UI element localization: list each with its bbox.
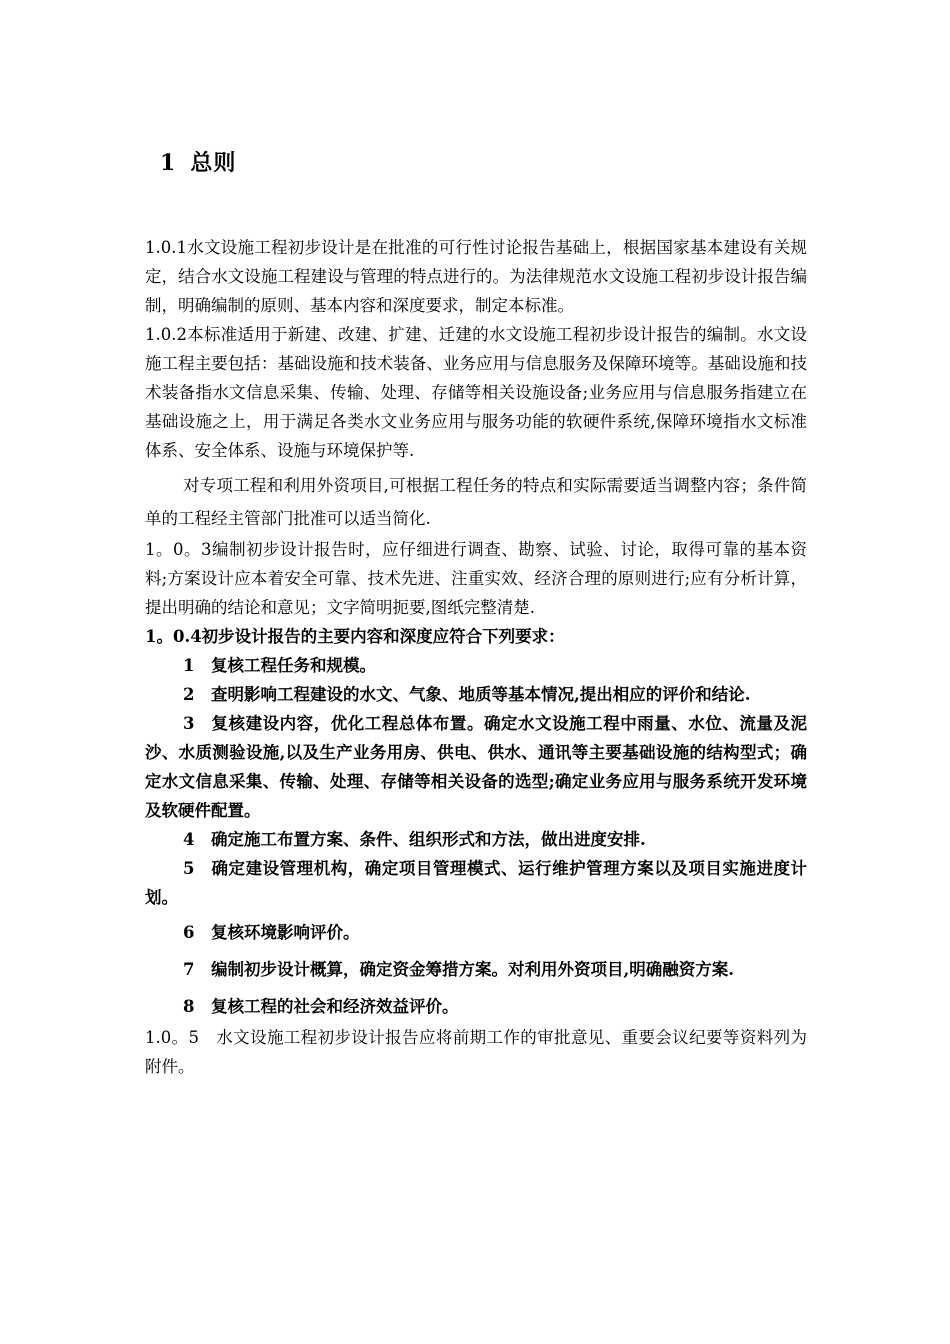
- section-title: 总则: [190, 150, 237, 176]
- requirement-item: [145, 825, 807, 854]
- requirement-text: 复核建设内容，优化工程总体布置。确定水文设施工程中雨量、水位、流量及泥沙、水质测验设施,以及生产业务用房、供电、供水、通讯等主要基础设施的结构型式；确定水文信息采集、传输、处理、存储等相关设备的选型;确定业务应用与服务系统开发环境及软硬件配置。: [145, 714, 807, 820]
- section-number: 1: [160, 150, 177, 176]
- requirement-item: [145, 990, 807, 1023]
- requirement-item: [145, 953, 807, 986]
- requirement-item: [145, 680, 807, 709]
- requirement-number: 2: [183, 685, 195, 704]
- requirement-text: 复核工程的社会和经济效益评价。: [211, 997, 459, 1016]
- clause-1-0-3: 1。0。3编制初步设计报告时，应仔细进行调查、勘察、试验、讨论，取得可靠的基本资料;方案设计应本着安全可靠、技术先进、注重实效、经济合理的原则进行;应有分析计算，提出明确的结论和意见；文字简明扼要,图纸完整清楚.: [145, 540, 807, 617]
- requirement-text: 复核环境影响评价。: [211, 923, 360, 942]
- requirement-text: 确定建设管理机构，确定项目管理模式、运行维护管理方案以及项目实施进度计划。: [145, 859, 807, 907]
- requirement-text: 复核工程任务和规模。: [211, 656, 376, 675]
- document-body: [145, 233, 807, 1081]
- requirement-number: 6: [183, 923, 195, 942]
- requirement-number: 4: [183, 830, 195, 849]
- requirement-item: [145, 854, 807, 912]
- clause-1-0-1: 1.0.1水文设施工程初步设计是在批准的可行性讨论报告基础上，根据国家基本建设有关规定，结合水文设施工程建设与管理的特点进行的。为法律规范水文设施工程初步设计报告编制，明确编制的原则、基本内容和深度要求，制定本标准。: [145, 238, 807, 315]
- requirement-item: [145, 709, 807, 825]
- requirement-item: [145, 651, 807, 680]
- requirement-number: 1: [183, 656, 195, 675]
- requirement-text: 确定施工布置方案、条件、组织形式和方法，做出进度安排.: [211, 830, 646, 849]
- clause-1-0-5: 1.0。5 水文设施工程初步设计报告应将前期工作的审批意见、重要会议纪要等资料列为附件。: [145, 1028, 807, 1076]
- section-heading: [160, 146, 236, 177]
- requirement-item: [145, 916, 807, 949]
- clause-1-0-4: 1。0.4初步设计报告的主要内容和深度应符合下列要求：: [145, 627, 565, 646]
- clause-1-0-2: 1.0.2本标准适用于新建、改建、扩建、迁建的水文设施工程初步设计报告的编制。水文设施工程主要包括：基础设施和技术装备、业务应用与信息服务及保障环境等。基础设施和技术装备指水文信息采集、传输、处理、存储等相关设施设备;业务应用与信息服务指建立在基础设施之上，用于满足各类水文业务应用与服务功能的软硬件系统,保障环境指水文标准体系、安全体系、设施与环境保护等.: [145, 325, 807, 460]
- clause-1-0-2-supplement: 对专项工程和利用外资项目,可根据工程任务的特点和实际需要适当调整内容；条件简单的工程经主管部门批准可以适当简化.: [145, 476, 807, 528]
- requirement-number: 7: [183, 960, 195, 979]
- requirement-text: 查明影响工程建设的水文、气象、地质等基本情况,提出相应的评价和结论.: [211, 685, 751, 704]
- requirement-number: 3: [183, 714, 195, 733]
- requirement-number: 5: [183, 859, 195, 878]
- requirement-number: 8: [183, 997, 195, 1016]
- requirement-text: 编制初步设计概算，确定资金筹措方案。对利用外资项目,明确融资方案.: [211, 960, 734, 979]
